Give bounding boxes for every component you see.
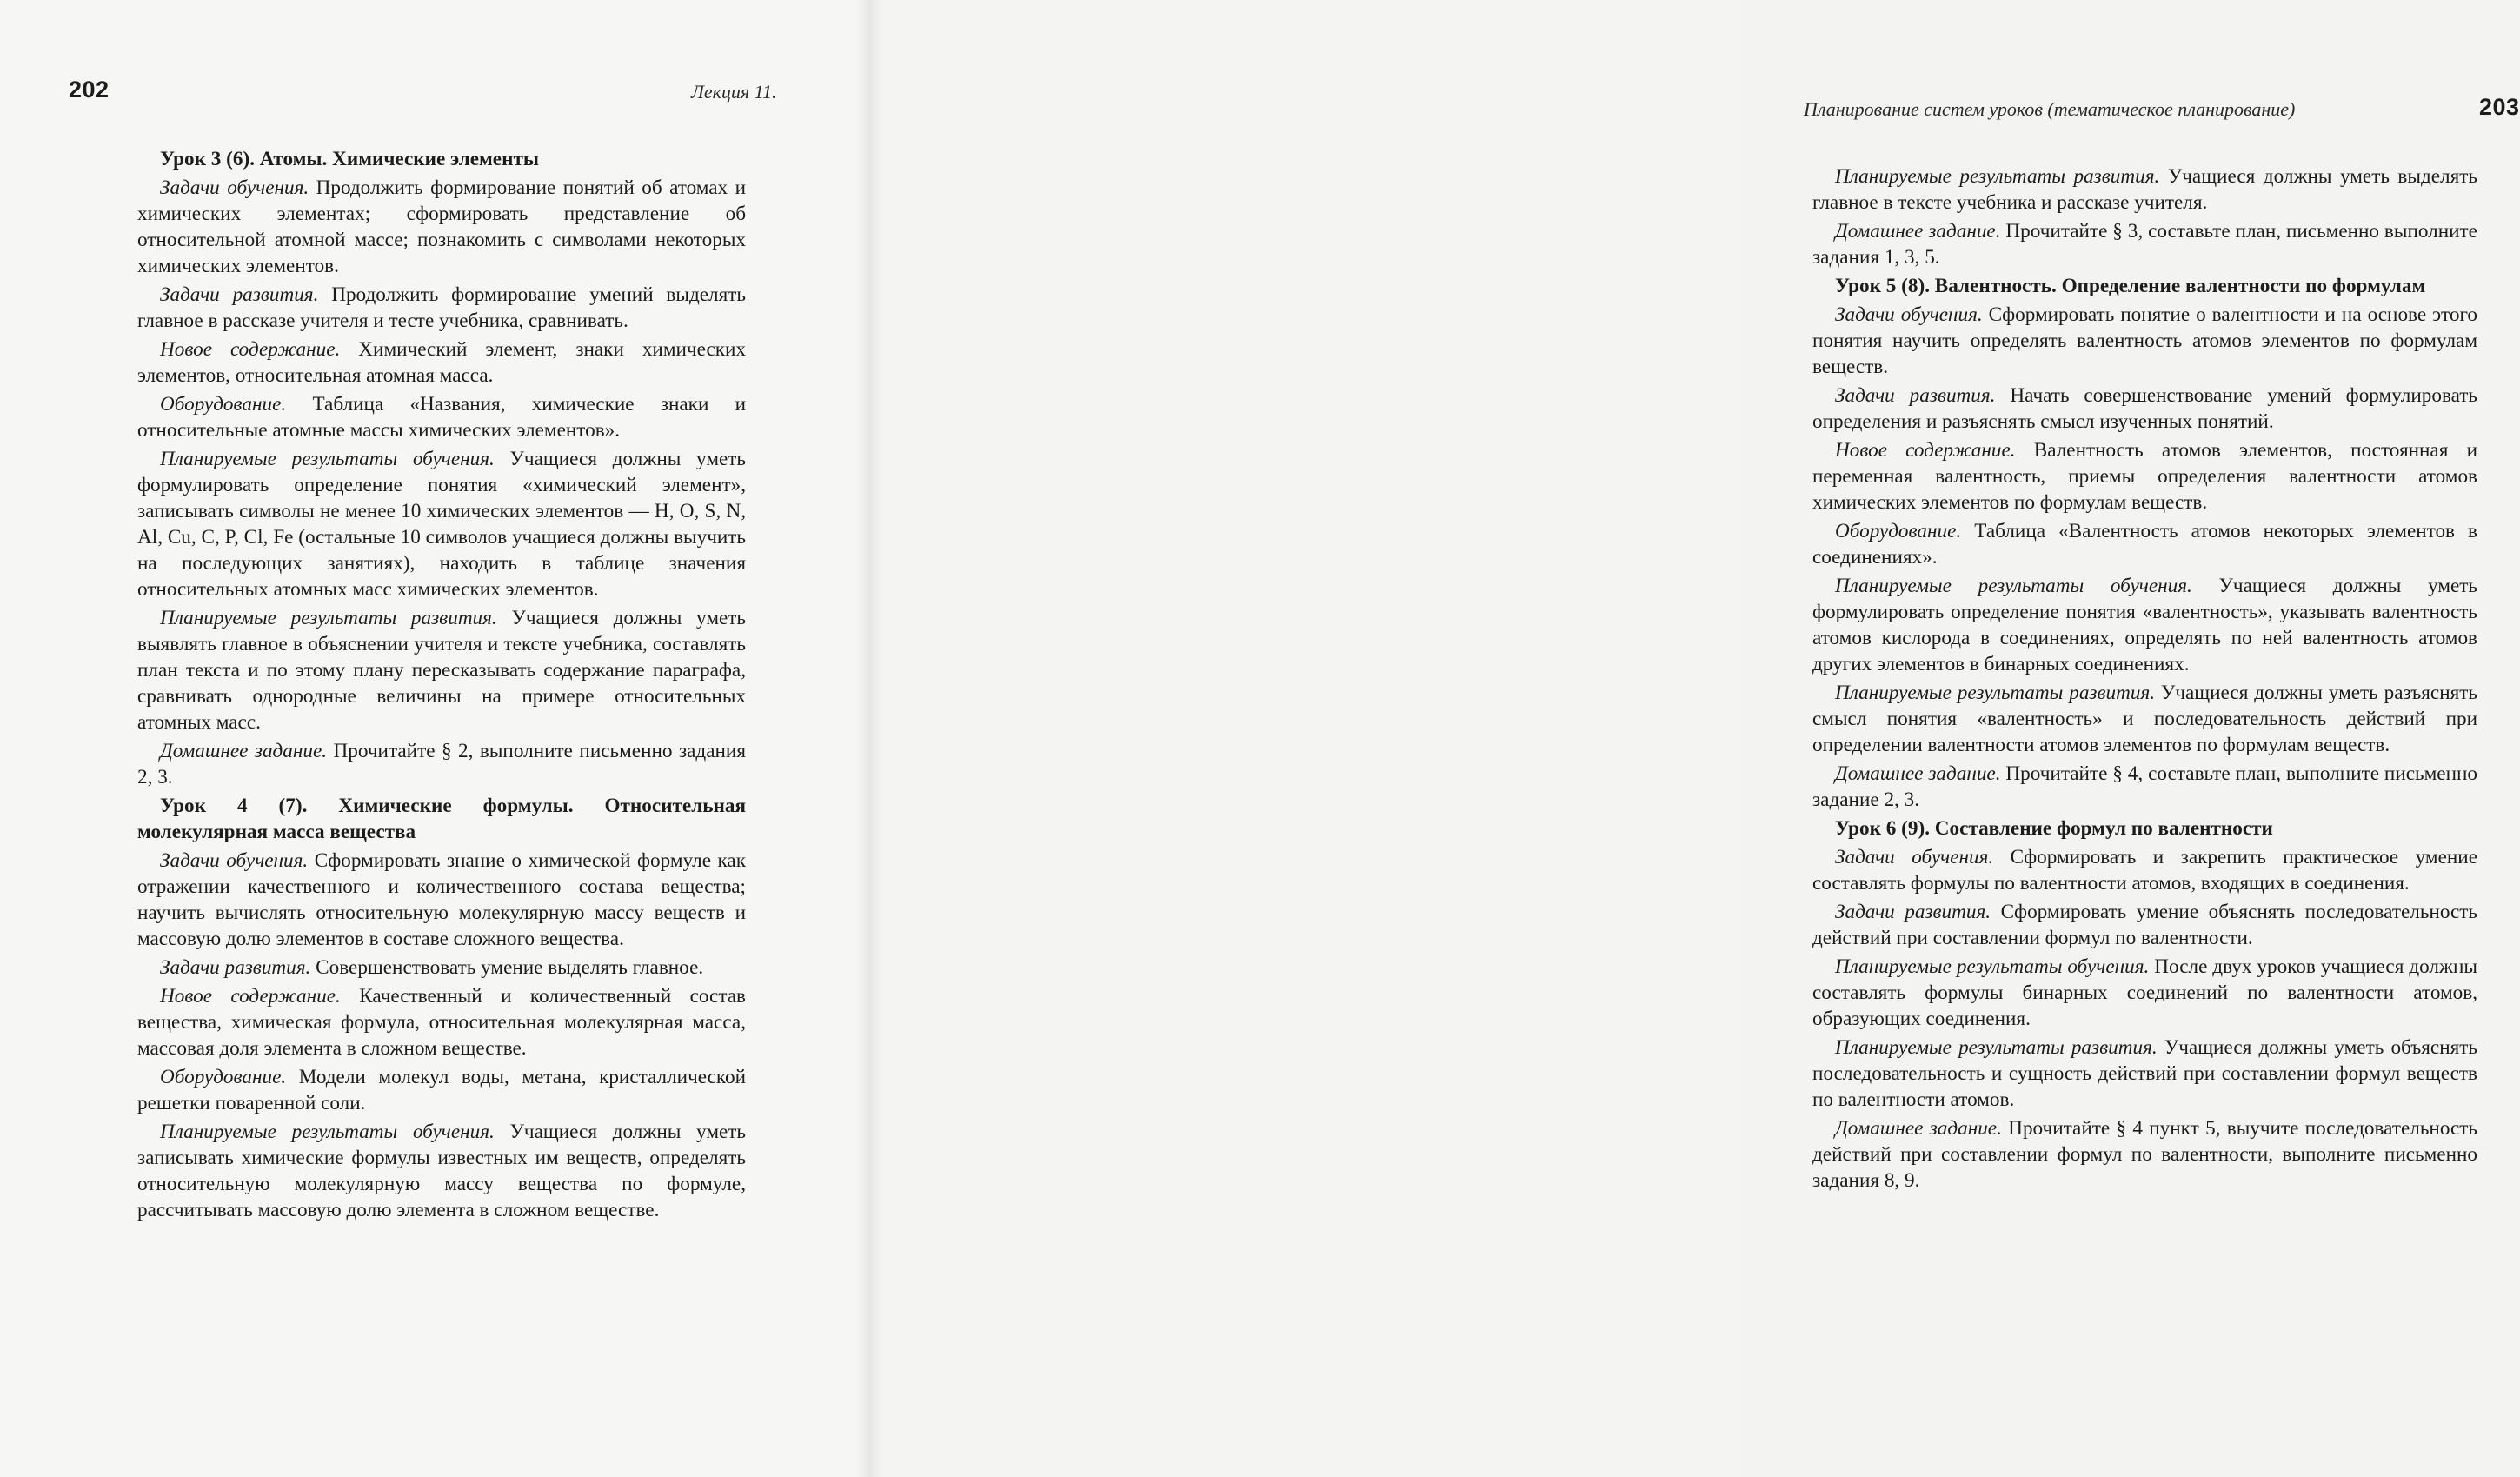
paragraph-text: Сформировать и закрепить практическое умение составлять формулы по валентности атомов, входящих в соединения. [1812,846,2477,895]
paragraph [1812,1035,2477,1113]
paragraph [1812,1115,2477,1194]
paragraph-label: Задачи обучения. [160,849,309,872]
paragraph-text: Начать совершенствование умений формулировать определения и разъяснять смысл изученных понятий. [1812,384,2477,433]
paragraph-text: Сформировать умение объяснять последовательность действий при составлении формул по валентности. [1812,901,2477,949]
paragraph [137,1119,746,1223]
paragraph-label: Домашнее задание. [1835,762,2001,785]
paragraph [1812,302,2477,380]
paragraph-label: Планируемые результаты развития. [160,607,497,629]
left-text-column [137,146,746,1223]
paragraph [1812,680,2477,758]
paragraph [1812,518,2477,570]
paragraph-label: Задачи развития. [1835,384,1996,407]
page-number: 203 [2479,94,2520,120]
paragraph-label: Оборудование. [160,1066,287,1088]
paragraph-text: Учащиеся должны уметь разъяснять смысл понятия «валентность» и последовательность действий при определении валентности атомов элементов по формулам веществ. [1812,682,2478,756]
paragraph [137,1064,746,1116]
paragraph-text: Прочитайте § 3, составьте план, письменно выполните задания 1, 3, 5. [1812,220,2477,269]
paragraph-label: Задачи обучения. [160,176,309,199]
paragraph [137,605,746,735]
paragraph-label: Планируемые результаты обучения. [1835,955,2150,978]
paragraph [1812,437,2477,516]
paragraph [137,391,746,443]
paragraph-text: Качественный и количественный состав вещества, химическая формула, относительная молекулярная масса, массовая доля элемента в сложном веществе. [137,985,746,1060]
paragraph-text: Продолжить формирование понятий об атомах и химических элементах; сформировать представление об относительной атомной массе; познакомить с символами некоторых химических элементов. [137,176,746,277]
paragraph-text: Химический элемент, знаки химических элементов, относительная атомная масса. [137,338,746,387]
page-number: 202 [69,77,110,103]
paragraph-text: Учащиеся должны уметь формулировать определение понятия «валентность», указывать валентность атомов кислорода в соединениях, определять по ней валентность атомов других элементов в бинарных соединениях. [1812,575,2477,675]
paragraph-label: Оборудование. [160,393,287,416]
paragraph-label: Новое содержание. [160,338,341,361]
paragraph-label: Планируемые результаты обучения. [1835,575,2192,597]
paragraph-label: Новое содержание. [1835,439,2016,462]
paragraph [137,175,746,279]
paragraph [1812,163,2477,216]
paragraph-text: Учащиеся должны уметь формулировать определение понятия «химический элемент», записывать символы не менее 10 химических элементов — H, O, S, N, Al, Cu, C, P, Cl, Fe (остальные 10 символов учащиеся должны выучить на последующих занятиях), находить в таблице значения относительных атомных масс химических элементов. [137,448,746,601]
left-page [0,0,869,1477]
paragraph-label: Задачи обучения. [1835,303,1983,326]
running-head: Лекция 11. [691,81,777,103]
paragraph-label: Новое содержание. [160,985,341,1008]
paragraph-label: Домашнее задание. [160,740,328,762]
paragraph [1812,383,2477,435]
paragraph-text: Сформировать знание о химической формуле как отражении качественного и количественного состава вещества; научить вычислять относительную молекулярную массу веществ и массовую долю элементов в составе сложного вещества. [137,849,746,950]
lesson-heading: Урок 6 (9). Составление формул по валентности [1835,817,2273,840]
paragraph-label: Планируемые результаты развития. [1835,165,2160,188]
paragraph-label: Планируемые результаты развития. [1835,682,2156,704]
paragraph-label: Домашнее задание. [1835,220,2001,243]
paragraph-label: Оборудование. [1835,520,1962,542]
paragraph-label: Домашнее задание. [1835,1117,2002,1140]
paragraph-text: Учащиеся должны уметь объяснять последовательность и сущность действий при составлении формул веществ по валентности атомов. [1812,1036,2477,1111]
book-gutter [856,0,882,1477]
paragraph-text: Валентность атомов элементов, постоянная и переменная валентность, приемы определения валентности атомов химических элементов по формулам веществ. [1812,439,2477,514]
paragraph [137,738,746,790]
paragraph [137,336,746,389]
paragraph-text: Прочитайте § 2, выполните письменно задания 2, 3. [137,740,746,788]
paragraph [137,446,746,602]
paragraph-label: Задачи обучения. [1835,846,1994,868]
paragraph-text: Модели молекул воды, метана, кристаллической решетки поваренной соли. [137,1066,746,1114]
paragraph [137,282,746,334]
paragraph-text: Учащиеся должны уметь записывать химические формулы известных им веществ, определять относительную молекулярную массу вещества по формуле, рассчитывать массовую долю элемента в сложном веществе. [137,1121,746,1221]
paragraph-text: После двух уроков учащиеся должны составлять формулы бинарных соединений по валентности атомов, образующих соединения. [1812,955,2477,1030]
paragraph-label: Планируемые результаты развития. [1835,1036,2158,1059]
paragraph-text: Таблица «Валентность атомов некоторых элементов в соединениях». [1812,520,2477,569]
paragraph-text: Совершенствовать умение выделять главное. [310,956,704,979]
paragraph [137,848,746,952]
paragraph [1812,899,2477,951]
paragraph-text: Прочитайте § 4, составьте план, выполните письменно задание 2, 3. [1812,762,2477,811]
paragraph-text: Учащиеся должны уметь выделять главное в тексте учебника и рассказе учителя. [1812,165,2477,214]
paragraph-label: Задачи развития. [1835,901,1991,923]
paragraph-label: Задачи развития. [160,956,311,979]
paragraph [1812,761,2477,813]
running-head: Планирование систем уроков (тематическое планирование) [1804,98,2296,120]
paragraph [1812,844,2477,896]
paragraph [137,983,746,1061]
lesson-heading: Урок 4 (7). Химические формулы. Относительная молекулярная масса вещества [137,795,746,843]
paragraph [137,955,746,981]
paragraph-text: Сформировать понятие о валентности и на основе этого понятия научить определять валентность атомов элементов по формулам веществ. [1812,303,2477,378]
lesson-heading: Урок 5 (8). Валентность. Определение валентности по формулам [1835,275,2426,297]
paragraph-text: Учащиеся должны уметь выявлять главное в объяснении учителя и тексте учебника, составлять план текста и по этому плану пересказывать содержание параграфа, сравнивать однородные величины на примере относительных атомных масс. [137,607,746,734]
lesson-heading: Урок 3 (6). Атомы. Химические элементы [160,148,539,170]
paragraph-label: Планируемые результаты обучения. [160,1121,495,1143]
paragraph [1812,218,2477,270]
paragraph-label: Задачи развития. [160,283,319,306]
paragraph-text: Продолжить формирование умений выделять главное в рассказе учителя и тесте учебника, сравнивать. [137,283,746,332]
paragraph-label: Планируемые результаты обучения. [160,448,495,470]
paragraph [1812,573,2477,677]
right-text-column [1812,163,2477,1194]
paragraph [1812,954,2477,1032]
paragraph-text: Таблица «Названия, химические знаки и относительные атомные массы химических элементов». [137,393,746,442]
paragraph-text: Прочитайте § 4 пункт 5, выучите последовательность действий при составлении формул по валентности, выполните письменно задания 8, 9. [1812,1117,2477,1192]
right-page [869,0,2520,1477]
